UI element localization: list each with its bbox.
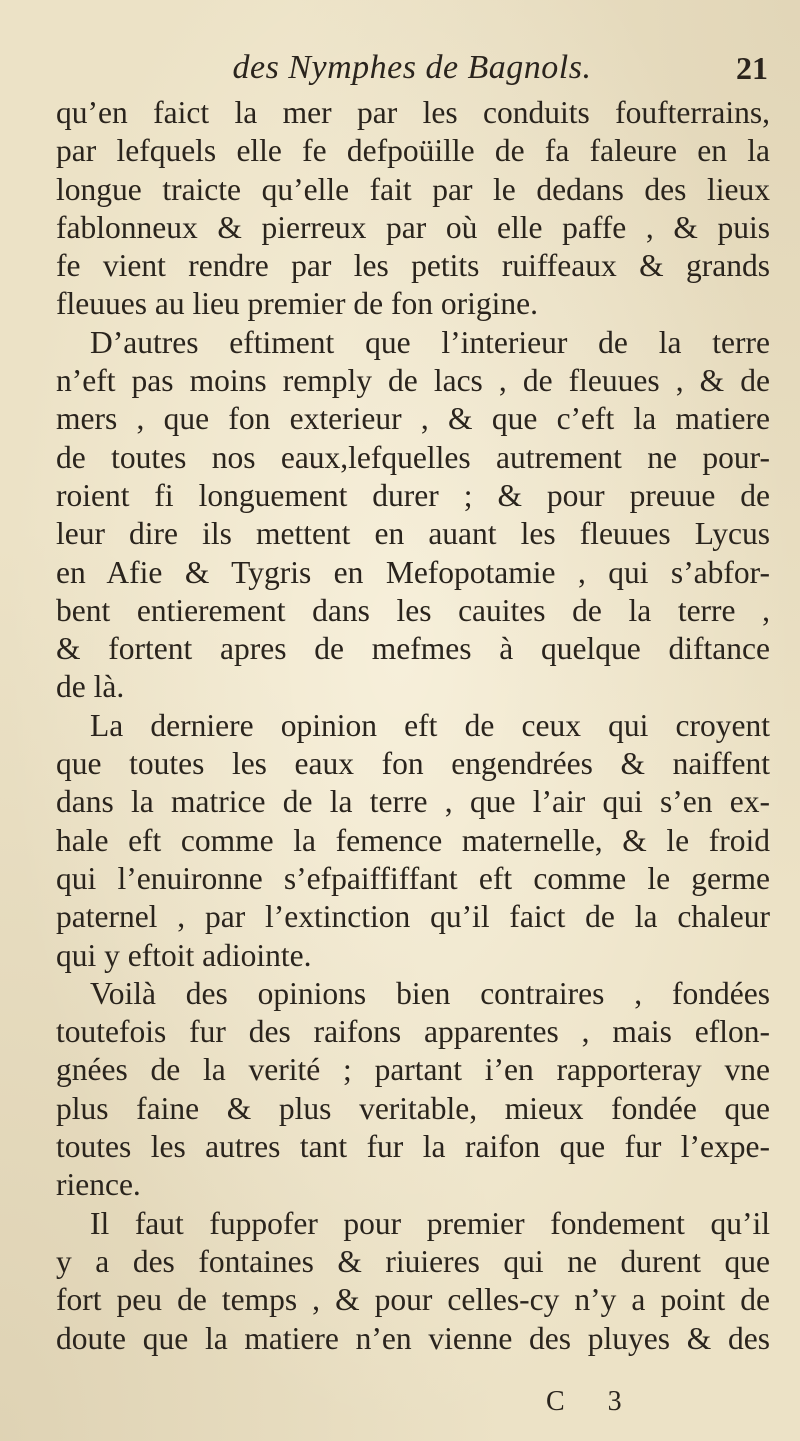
text-line: doute que la matiere n’en vienne des pluyes & des [56,1320,770,1356]
text-line: dans la matrice de la terre , que l’air qui s’en ex- [56,784,770,820]
text-line: & fortent apres de mefmes à quelque diftance [56,631,770,667]
text-line: n’eft pas moins remply de lacs , de fleuues , & de [56,363,770,399]
text-line: fablonneux & pierreux par où elle paffe , & puis [56,209,770,245]
text-line: qui y eftoit adiointe. [56,937,312,973]
text-line: qui l’enuironne s’efpaiffiffant eft comme le germe [56,860,770,896]
text-line: toutefois fur des raifons apparentes , mais eflon- [56,1014,770,1050]
text-line: en Afie & Tygris en Mefopotamie , qui s’abfor- [56,554,770,590]
text-line: toutes les autres tant fur la raifon que fur l’expe- [56,1129,770,1165]
text-line: hale eft comme la femence maternelle, & le froid [56,822,770,858]
text-line: que toutes les eaux fon engendrées & naiffent [56,746,770,782]
text-line: D’autres eftiment que l’interieur de la terre [90,324,770,360]
text-line: La derniere opinion eft de ceux qui croyent [90,707,770,743]
text-line: bent entierement dans les cauites de la terre , [56,592,770,628]
text-line: rience. [56,1167,141,1203]
text-line: longue traicte qu’elle fait par le dedans des lieux [56,171,770,207]
text-line: plus faine & plus veritable, mieux fondée que [56,1090,770,1126]
text-line: y a des fontaines & riuieres qui ne durent que [56,1243,770,1279]
text-line: fort peu de temps , & pour celles-cy n’y a point de [56,1282,770,1318]
body-text [56,94,770,1358]
text-line: de là. [56,669,125,705]
text-line: fe vient rendre par les petits ruiffeaux & grands [56,248,770,284]
running-title: des Nymphes de Bagnols. [232,49,592,86]
text-line: qu’en faict la mer par les conduits foufterrains, [56,95,770,130]
page-header [56,44,768,92]
text-line: fleuues au lieu premier de fon origine. [56,286,538,322]
text-line: par lefquels elle fe defpoüille de fa faleure en la [56,133,770,169]
text-line: roient fi longuement durer ; & pour preuue de [56,477,770,513]
signature-mark: C 3 [546,1386,640,1417]
text-line: leur dire ils mettent en auant les fleuues Lycus [56,516,770,552]
text-line: Il faut fuppofer pour premier fondement qu’il [90,1205,770,1241]
text-line: mers , que fon exterieur , & que c’eft la matiere [56,401,770,437]
page-number: 21 [736,50,768,86]
text-line: gnées de la verité ; partant i’en rapporteray vne [56,1052,770,1088]
text-line: Voilà des opinions bien contraires , fondées [90,975,770,1011]
text-line: de toutes nos eaux,lefquelles autrement ne pour- [56,439,770,475]
text-line: paternel , par l’extinction qu’il faict de la chaleur [56,899,770,935]
